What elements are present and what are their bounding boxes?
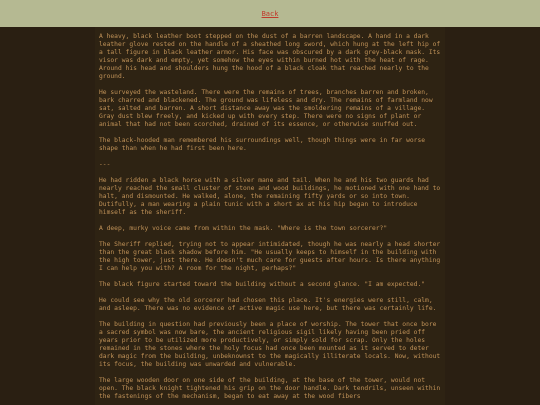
story-paragraph: The large wooden door on one side of the building, at the base of the tower, would not open. The black knight tightened his grip on the door handle. Dark tendrils, unseen within the fastenings of the mechanism, began to eat away at the wood fibers: [99, 377, 441, 400]
story-paragraph: A deep, murky voice came from within the mask. "Where is the town sorcerer?": [99, 225, 388, 232]
story-text: [95, 27, 445, 401]
top-bar: [0, 0, 540, 27]
story-paragraph: The black-hooded man remembered his surroundings well, though things were in far worse shape than when he had first been here.: [99, 137, 426, 152]
story-paragraph: He surveyed the wasteland. There were the remains of trees, branches barren and broken, bark charred and blackened. The ground was lifeless and dry. The remains of farmland now sat, salted and barren. A short distance away was the smoldering remains of a village. Gray dust blew freely, and kicked up with every step. There were no signs of plant or animal that had not been scorched, drained of its essence, or otherwise snuffed out.: [99, 89, 433, 128]
story-paragraph: He had ridden a black horse with a silver mane and tail. When he and his two guards had nearly reached the small cluster of stone and wood buildings, he motioned with one hand to halt, and dismounted. He walked, alone, the remaining fifty yards or so into town. Dutifully, a man wearing a plain tunic with a short ax at his hip began to introduce himself as the sheriff.: [99, 177, 441, 216]
story-page: [95, 27, 445, 405]
story-paragraph: The black figure started toward the building without a second glance. "I am expected.": [99, 281, 426, 288]
story-paragraph: He could see why the old sorcerer had chosen this place. It's energies were still, calm, and asleep. There was no evidence of active magic use here, but there was certainly life.: [99, 297, 437, 312]
story-paragraph: A heavy, black leather boot stepped on the dust of a barren landscape. A hand in a dark leather glove rested on the handle of a sheathed long sword, which hung at the left hip of a tall figure in black leather armor. His face was obscured by a dark grey-black mask. Its visor was dark and empty, yet somehow the eyes within burned hot with the heat of rage. Around his head and shoulders hung the hood of a black cloak that reached nearly to the ground.: [99, 33, 441, 80]
back-link[interactable]: Back: [261, 9, 279, 18]
story-paragraph: The building in question had previously been a place of worship. The tower that once bore a sacred symbol was now bare, the ancient religious sigil likely having been pried off years prior to be utilized more productively, or simply sold for scrap. Only the holes remained in the stones where the holy focus had once been mounted as it served to deter dark magic from the building, unbeknownst to the magically illiterate locals. Now, without its focus, the building was unwarded and vulnerable.: [99, 321, 441, 368]
section-divider: ---: [99, 161, 111, 168]
story-paragraph: The Sheriff replied, trying not to appear intimidated, though he was nearly a head shorter than the great black shadow before him. "He usually keeps to himself in the building with the high tower, just there. He doesn't much care for guests after hours. Is there anything I can help you with? A room for the night, perhaps?": [99, 241, 441, 272]
